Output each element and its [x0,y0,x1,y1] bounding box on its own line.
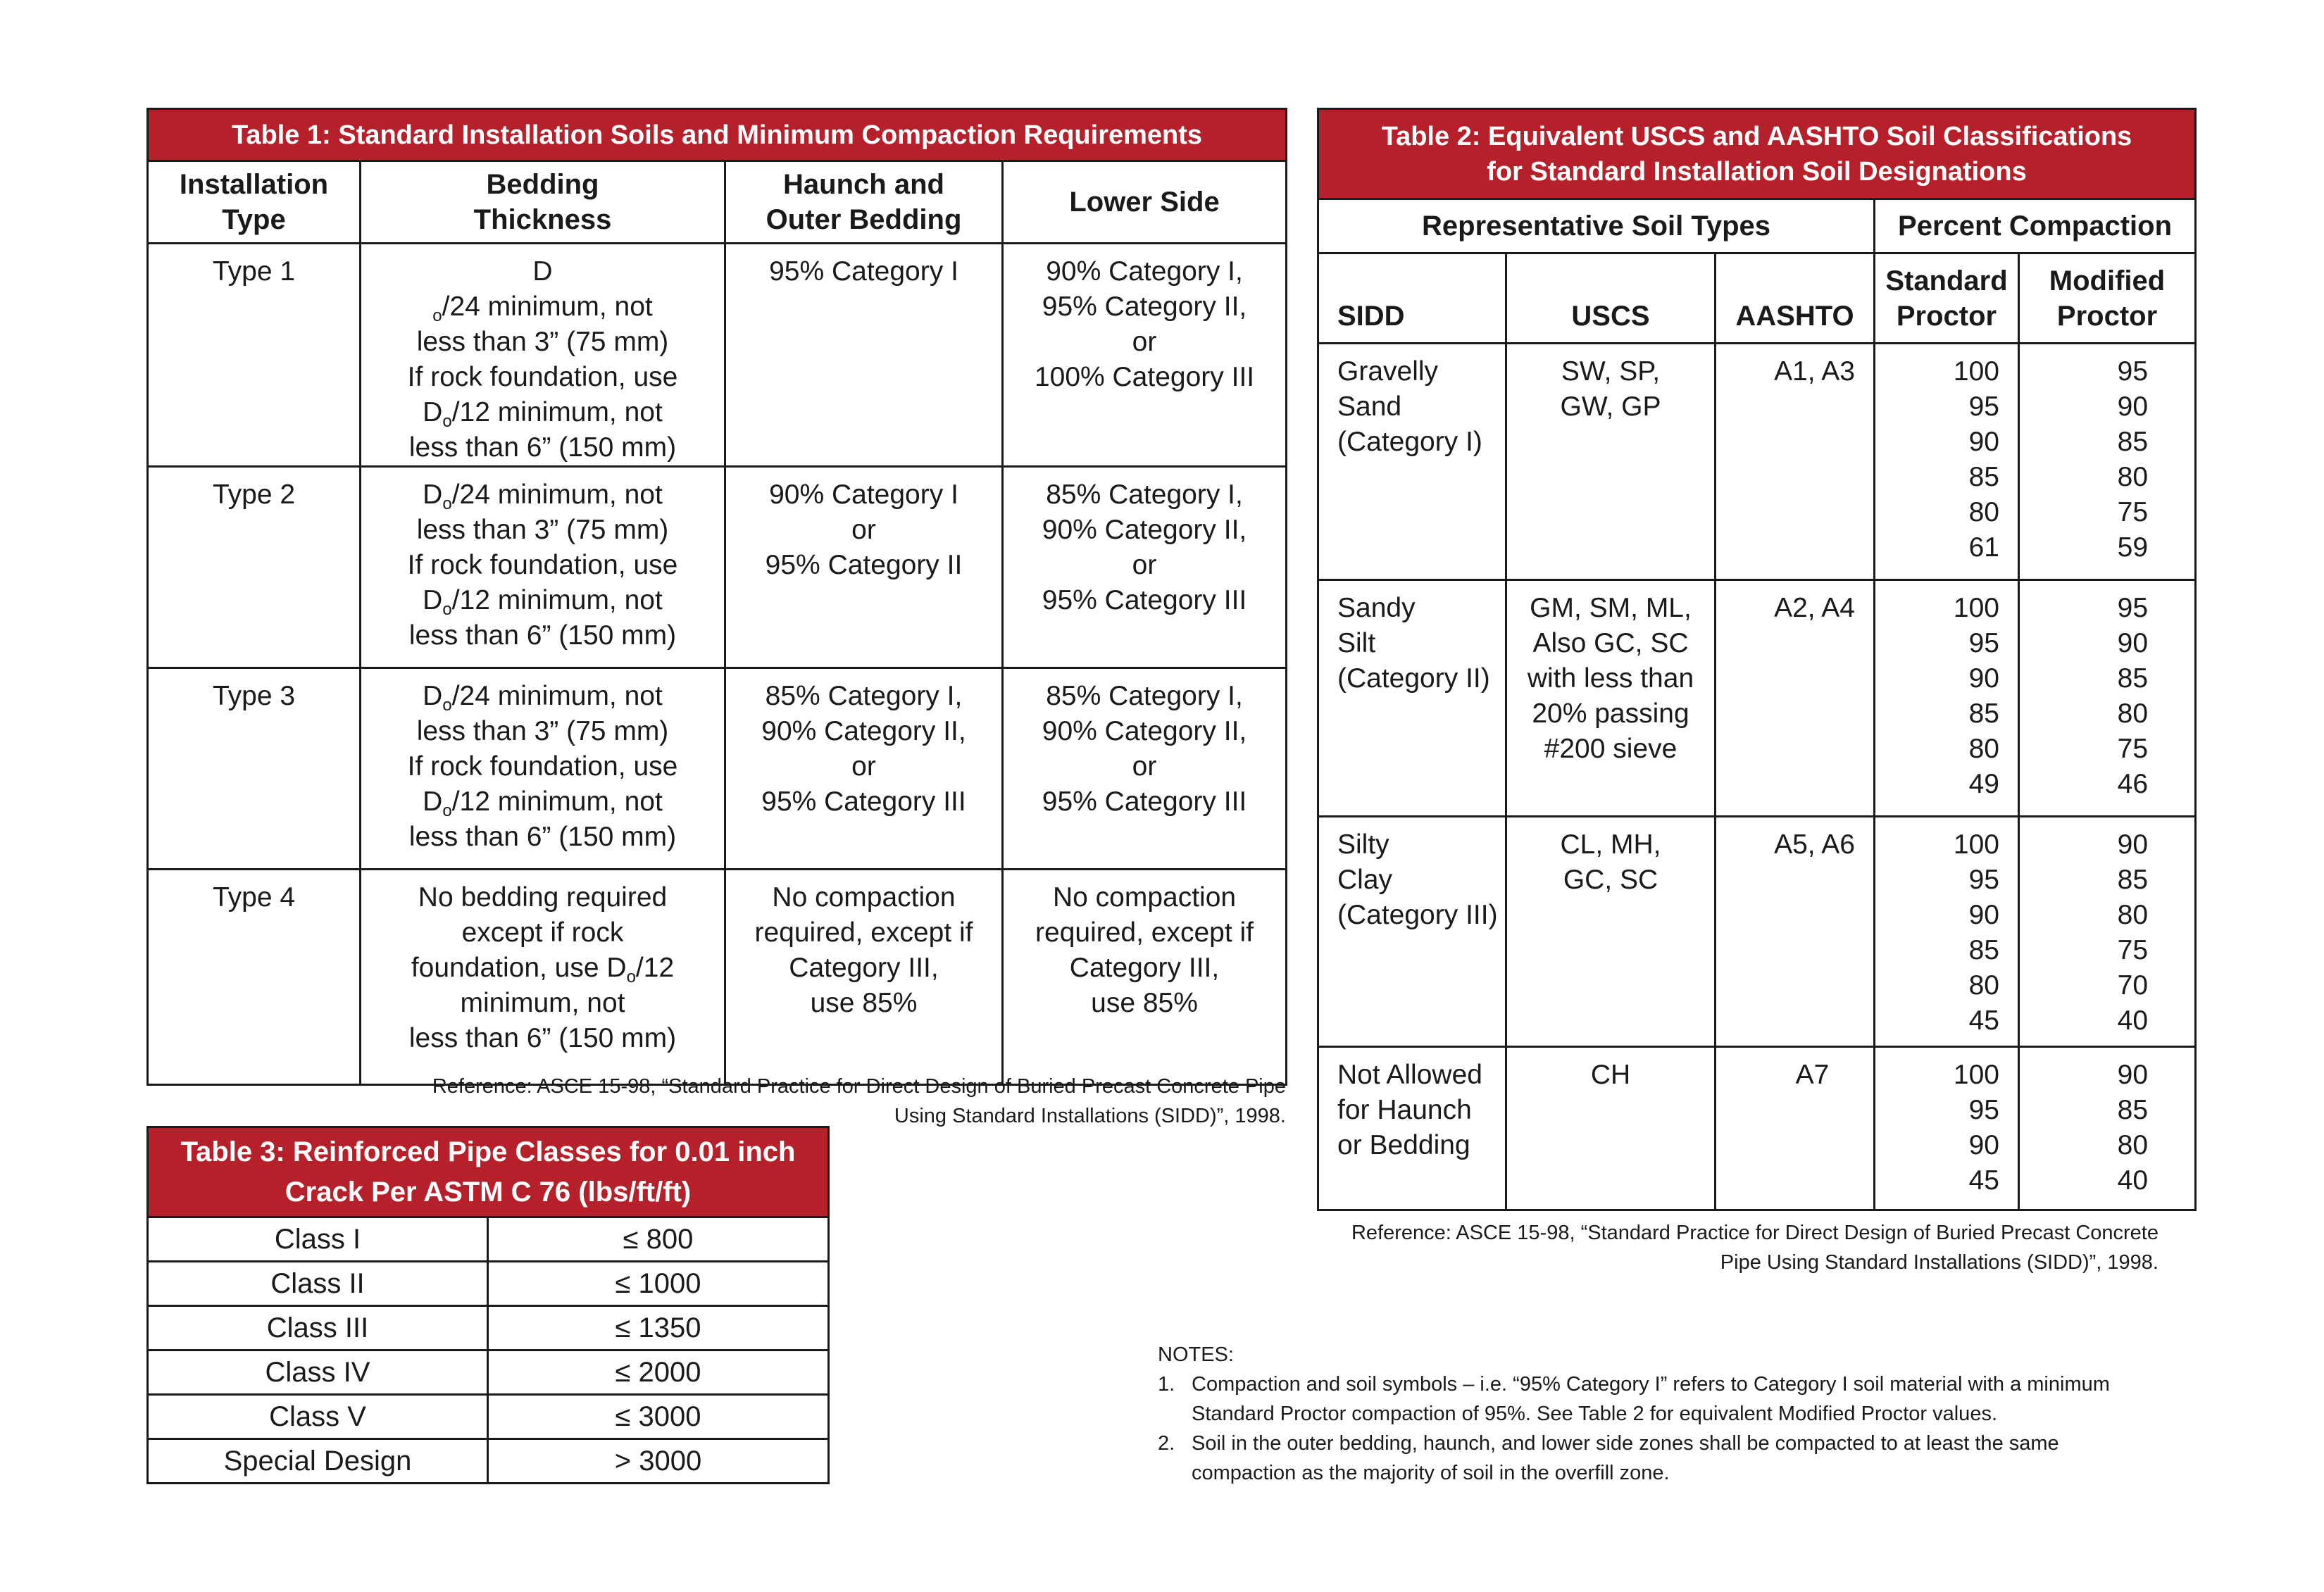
bedding-cell: D $_o$/24 minimum, not less than 3” (75 mm) If rock foundation, use $D_o/12$ minimum, not less than 6” (150 mm) [361,244,725,467]
aashto-cell: A1, A3 [1716,344,1875,580]
value-cell: > 3000 [488,1439,829,1484]
lower-side-cell: 85% Category I, 90% Category II, or 95% Category III [1003,467,1287,668]
col-header-installation-type: Installation Type [148,161,361,244]
value-cell: ≤ 3000 [488,1395,829,1439]
col-header-sidd: SIDD [1318,253,1506,344]
col-header-haunch: Haunch and Outer Bedding [725,161,1003,244]
note-item: 1. Compaction and soil symbols – i.e. “95% Category I” refers to Category I soil material with a minimum Standard Proctor compaction of 95%. See Table 2 for equivalent Modified Proctor values. [1158,1373,2110,1425]
notes-heading: NOTES: [1158,1343,1234,1366]
standard-proctor-cell: 100 95 90 85 80 61 [1875,344,2019,580]
table-row [1318,344,2196,580]
table-1 [146,108,1287,1086]
bedding-cell: $D_o/24$ minimum, not less than 3” (75 mm) If rock foundation, use $D_o/12$ minimum, not less than 6” (150 mm) [361,467,725,668]
table-row [148,1439,829,1484]
aashto-cell: A7 [1716,1047,1875,1210]
uscs-cell: GM, SM, ML, Also GC, SC with less than 20% passing #200 sieve [1506,580,1716,817]
col-header-modified-proctor: Modified Proctor [2019,253,2196,344]
table-row [148,244,1287,467]
sidd-cell: Sandy Silt (Category II) [1318,580,1506,817]
class-cell: Class V [148,1395,488,1439]
table-row [1318,1047,2196,1210]
lower-side-cell: No compaction required, except if Category III, use 85% [1003,870,1287,1085]
aashto-cell: A2, A4 [1716,580,1875,817]
standard-proctor-cell: 100 95 90 85 80 49 [1875,580,2019,817]
table-2 [1317,108,2197,1211]
class-cell: Class I [148,1217,488,1262]
table-row [148,870,1287,1085]
sidd-cell: Gravelly Sand (Category I) [1318,344,1506,580]
table-2-reference: Reference: ASCE 15-98, “Standard Practice for Direct Design of Buried Precast Concrete Pipe Using Standard Installations (SIDD)”, 1998. [1351,1222,2159,1274]
class-cell: Class IV [148,1350,488,1395]
modified-proctor-cell: 90 85 80 40 [2019,1047,2196,1210]
notes [1158,1340,2214,1488]
note-item: 2. Soil in the outer bedding, haunch, and lower side zones shall be compacted to at least the same compaction as the majority of soil in the overfill zone. [1158,1432,2059,1484]
group-header-percent-compaction: Percent Compaction [1875,199,2196,253]
bedding-cell: $D_o/24$ minimum, not less than 3” (75 mm) If rock foundation, use $D_o/12$ minimum, not less than 6” (150 mm) [361,668,725,870]
sidd-cell: Not Allowed for Haunch or Bedding [1318,1047,1506,1210]
modified-proctor-cell: 95 90 85 80 75 46 [2019,580,2196,817]
haunch-cell: 85% Category I, 90% Category II, or 95% Category III [725,668,1003,870]
value-cell: ≤ 800 [488,1217,829,1262]
table-row [148,1395,829,1439]
table-3 [146,1126,830,1484]
value-cell: ≤ 1350 [488,1306,829,1350]
value-cell: ≤ 1000 [488,1262,829,1306]
install-type-cell: Type 1 [148,244,361,467]
standard-proctor-cell: 100 95 90 85 80 45 [1875,817,2019,1047]
lower-side-cell: 90% Category I, 95% Category II, or 100% Category III [1003,244,1287,467]
standard-proctor-cell: 100 95 90 45 [1875,1047,2019,1210]
table-1-title: Table 1: Standard Installation Soils and Minimum Compaction Requirements [148,109,1287,161]
uscs-cell: SW, SP, GW, GP [1506,344,1716,580]
uscs-cell: CH [1506,1047,1716,1210]
table-row [148,1306,829,1350]
haunch-cell: No compaction required, except if Category III, use 85% [725,870,1003,1085]
col-header-aashto: AASHTO [1716,253,1875,344]
group-header-soil-types: Representative Soil Types [1318,199,1875,253]
class-cell: Special Design [148,1439,488,1484]
class-cell: Class II [148,1262,488,1306]
class-cell: Class III [148,1306,488,1350]
table-row [1318,580,2196,817]
table-row [1318,817,2196,1047]
value-cell: ≤ 2000 [488,1350,829,1395]
modified-proctor-cell: 90 85 80 75 70 40 [2019,817,2196,1047]
install-type-cell: Type 3 [148,668,361,870]
table-row [148,1217,829,1262]
col-header-lower-side: Lower Side [1003,161,1287,244]
col-header-standard-proctor: Standard Proctor [1875,253,2019,344]
install-type-cell: Type 2 [148,467,361,668]
uscs-cell: CL, MH, GC, SC [1506,817,1716,1047]
haunch-cell: 95% Category I [725,244,1003,467]
table-row [148,1262,829,1306]
table-1-reference: Reference: ASCE 15-98, “Standard Practice for Direct Design of Buried Precast Concrete Pipe Using Standard Installations (SIDD)”, 1998. [432,1075,1286,1127]
col-header-uscs: USCS [1506,253,1716,344]
lower-side-cell: 85% Category I, 90% Category II, or 95% Category III [1003,668,1287,870]
haunch-cell: 90% Category I or 95% Category II [725,467,1003,668]
table-2-title: Table 2: Equivalent USCS and AASHTO Soil Classifications for Standard Installation Soil Designations [1318,109,2196,199]
modified-proctor-cell: 95 90 85 80 75 59 [2019,344,2196,580]
table-row [148,1350,829,1395]
bedding-cell: No bedding required except if rock foundation, use $D_o/12$ minimum, not less than 6” (150 mm) [361,870,725,1085]
table-3-title: Table 3: Reinforced Pipe Classes for 0.01 inch Crack Per ASTM C 76 (lbs/ft/ft) [148,1127,829,1217]
table-row [148,467,1287,668]
aashto-cell: A5, A6 [1716,817,1875,1047]
sidd-cell: Silty Clay (Category III) [1318,817,1506,1047]
table-row [148,668,1287,870]
install-type-cell: Type 4 [148,870,361,1085]
col-header-bedding-thickness: Bedding Thickness [361,161,725,244]
